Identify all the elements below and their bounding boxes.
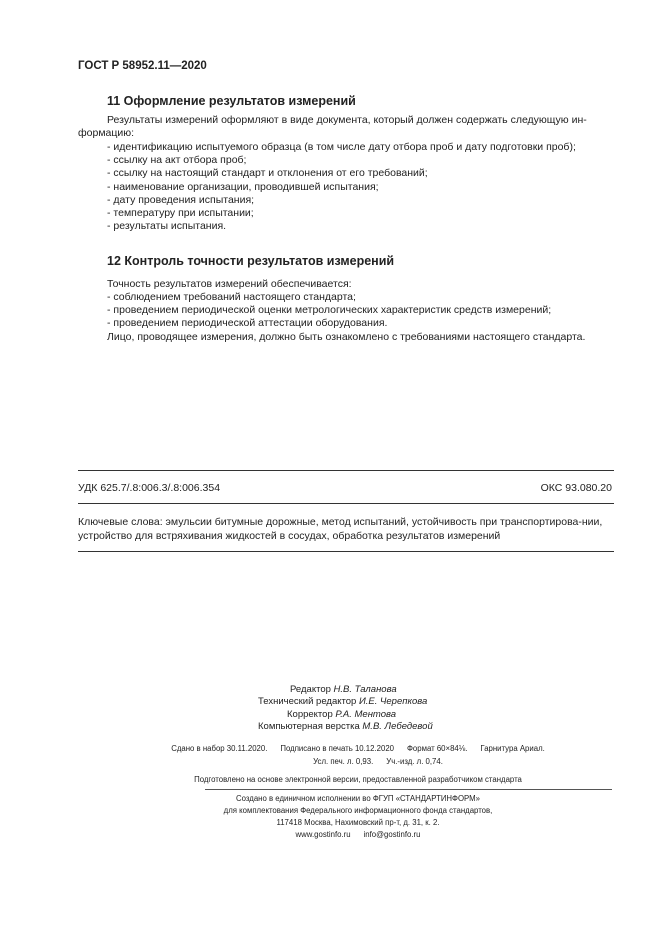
list-item: - результаты испытания. [107, 220, 227, 233]
publisher-purpose: для комплектования Федерального информационного фонда стандартов, [223, 806, 493, 815]
list-item: - ссылку на акт отбора проб; [107, 154, 247, 167]
list-item: - дату проведения испытания; [107, 193, 255, 206]
classification-row [78, 482, 612, 494]
section-12-intro: Точность результатов измерений обеспечивается: [107, 278, 352, 290]
section-11-list [78, 141, 614, 233]
publisher-line: Создано в единичном исполнении во ФГУП «СТАНДАРТИНФОРМ» [236, 794, 480, 803]
keywords: Ключевые слова: эмульсии битумные дорожные, метод испытаний, устойчивость при транспортирова-нии, устройство для встряхивания жидкостей в сосудах, обработка результатов измерений [78, 516, 603, 542]
print-details: Сдано в набор 30.11.2020. Подписано в печать 10.12.2020 Формат 60×84⅛. Гарнитура Ариал. [171, 744, 545, 753]
section-11-intro: Результаты измерений оформляют в виде документа, который должен содержать следующую ин-формацию: [78, 114, 587, 140]
list-item: - температуру при испытании; [107, 207, 254, 220]
oks-code: ОКС 93.080.20 [540, 482, 612, 494]
publisher-contacts: www.gostinfo.ru info@gostinfo.ru [295, 830, 421, 839]
prepared-note: Подготовлено на основе электронной версии, предоставленной разработчиком стандарта [194, 775, 522, 784]
section-12-title: 12 Контроль точности результатов измерений [107, 254, 395, 268]
credit-tech-editor: Технический редактор И.Е. Черепкова [258, 696, 428, 708]
list-item: - проведением периодической оценки метрологических характеристик средств измерений; [107, 304, 552, 317]
divider [78, 503, 614, 504]
credit-layout: Компьютерная верстка М.В. Лебедевой [258, 721, 433, 733]
credits-block [200, 684, 620, 734]
section-12-closing: Лицо, проводящее измерения, должно быть ознакомлено с требованиями настоящего стандарта. [107, 331, 586, 343]
credit-editor: Редактор Н.В. Таланова [290, 684, 397, 695]
list-item: - ссылку на настоящий стандарт и отклонения от его требований; [107, 167, 428, 180]
print-sheets: Усл. печ. л. 0,93. Уч.-изд. л. 0,74. [313, 757, 443, 766]
divider [205, 789, 612, 790]
section-11-title: 11 Оформление результатов измерений [107, 94, 356, 108]
list-item: - наименование организации, проводившей испытания; [107, 180, 379, 193]
credit-proofreader: Корректор Р.А. Ментова [287, 708, 397, 720]
list-item: - проведением периодической аттестации оборудования. [107, 317, 388, 330]
divider [78, 551, 614, 552]
divider [78, 470, 614, 471]
document-code: ГОСТ Р 58952.11—2020 [78, 60, 207, 72]
publisher-address: 117418 Москва, Нахимовский пр-т, д. 31, к. 2. [276, 818, 440, 827]
section-12-list [78, 291, 614, 331]
list-item: - соблюдением требований настоящего стандарта; [107, 291, 356, 303]
udk-code: УДК 625.7/.8:006.3/.8:006.354 [78, 482, 221, 494]
list-item: - идентификацию испытуемого образца (в том числе дату отбора проб и дату подготовки проб); [107, 141, 576, 153]
